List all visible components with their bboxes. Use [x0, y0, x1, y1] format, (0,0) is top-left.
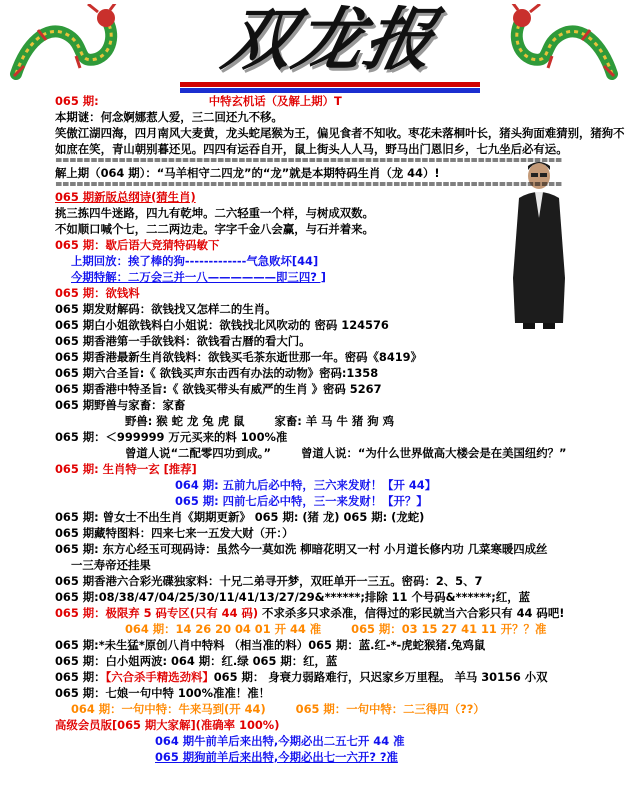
list-item: 065 期发财解码：欲钱找又怎样二的生肖。 — [55, 302, 277, 316]
list-item: 野兽: 猴 蛇 龙 兔 虎 鼠 家畜: 羊 马 牛 猪 狗 鸡 — [125, 414, 394, 428]
list-item: 065 期香港最新生肖欲钱料：欲钱买毛茶东逝世那一年。密码《8419》 — [55, 350, 422, 364]
section-heading: 065 期新版总纲诗(猜生肖) — [55, 190, 196, 204]
list-item: 065 期狗前羊后来出特,今期必出七一六开? ?准 — [155, 750, 398, 764]
list-item: 一三寿帝还挂果 — [71, 558, 151, 572]
list-item: 064 期: 五前九后必中特，三六来发财！【开 44】 — [175, 478, 437, 492]
list-item: 065 期：＜999999 万元买来的料 100%准 — [55, 430, 288, 444]
list-item: 065 期白小姐欲钱料白小姐说：欲钱找北风吹动的 密码 124576 — [55, 318, 389, 332]
list-item: 065 期:08/38/47/04/25/30/11/41/13/27/29&******;排除 11 个号码&******;红，蓝 — [55, 590, 531, 604]
current-hint: 今期特解：二万会三并一八——————即三四? ] — [71, 270, 326, 284]
list-item: 曾道人说“二配零四功到成。” 曾道人说：“为什么世界做高大楼会是在美国纽约？” — [125, 446, 567, 460]
section-heading: 065 期：歇后语大竞猜特码敏下 — [55, 238, 220, 252]
list-item: 065 期香港中特圣旨:《 欲钱买带头有威严的生肖 》密码 5267 — [55, 382, 382, 396]
list-item: 065 期: 曾女士不出生肖《期期更新》 065 期: (猪 龙) 065 期: (龙蛇) — [55, 510, 425, 524]
list-item: 065 期野兽与家畜：家畜 — [55, 398, 186, 412]
dragon-right-icon — [500, 4, 622, 90]
list-item: 065 期：【六合杀手精选劲料】065 期： 身衰力弱路难行，只迟家乡万里程。 羊马 30156 小双 — [55, 670, 548, 684]
divider: ======================================================================== — [55, 157, 562, 165]
list-item: 065 期香港六合彩光碟独家料：十兄二弟寻开梦，双旺单开一三五。密码：2、5、7 — [55, 574, 483, 588]
ribbon-red — [180, 82, 480, 87]
list-item: 065 期：极限弃 5 码专区(只有 44 码) 不求杀多只求杀准，信得过的彩民就当六合彩只有 44 码吧! — [55, 606, 565, 620]
previous-answer: 解上期（064 期）：“马羊相守二四龙”的“龙”就是本期特码生肖（龙 44）! — [55, 166, 440, 180]
list-item: 065 期: 东方心经玉可现码诗：虽然今一莫如洗 柳暗花明又一村 小月道长修内功 几菜寒暖四成丝 — [55, 542, 548, 556]
article-body — [55, 93, 627, 765]
poem-line: 不如顺口喊个七，二二两边走。字字千金八会赢，与石并着来。 — [55, 222, 374, 236]
list-item: 065 期藏特图料：四来七来一五发大财（开：） — [55, 526, 294, 540]
banner — [0, 0, 632, 92]
list-item: 064 期：14 26 20 04 01 开 44 准 065 期：03 15 27 41 11 开？？准 — [125, 622, 547, 636]
list-item: 065 期: 四前七后必中特，三一来发财！【开？】 — [175, 494, 428, 508]
riddle-line: 本期谜：何念婀娜惹人爱，三二回还九不移。 — [55, 110, 283, 124]
list-item: 065 期香港第一手欲钱料：欲钱看古暦的看大门。 — [55, 334, 311, 348]
dragon-left-icon — [6, 4, 128, 90]
list-item: 065 期：七娘一句中特 100%准准！准！ — [55, 686, 270, 700]
masthead-title: 双龙报 — [216, 0, 444, 80]
riddle-poem: 笑傲江湖四海，四月南风大麦黄，龙头蛇尾猴为王，偏见食者不知收。枣花未落桐叶长，猪头狗面难猜别，猪狗不如庶在笑，青山朝别暮还见。四四有运吞自开，鼠上街头人人马，野马出门恩旧乡，七九坐后必有运。 — [55, 126, 625, 156]
section-heading: 065 期: 生肖特一玄 [推荐] — [55, 462, 197, 476]
line-heading-1: 065 期: 中特玄机话（及解上期）T — [55, 94, 342, 108]
section-heading: 高级会员版[065 期大家解](准确率 100%) — [55, 718, 280, 732]
last-review: 上期回放：挨了棒的狗-------------气急败坏[44] — [71, 254, 319, 268]
divider: ======================================================================== — [55, 181, 562, 189]
poem-line: 挑三拣四牛迷路，四九有乾坤。二六轻重一个样，与树成双数。 — [55, 206, 374, 220]
list-item: 065 期:*未生猛*原创八肖中特料 （相当准的料）065 期：蓝.红-*-虎蛇猴猪.兔鸡鼠 — [55, 638, 486, 652]
list-item: 064 期：一句中特：牛来马到(开 44) 065 期：一句中特：二三得四（??） — [71, 702, 485, 716]
list-item: 064 期牛前羊后来出特,今期必出二五七开 44 准 — [155, 734, 405, 748]
section-heading: 065 期：欲钱料 — [55, 286, 140, 300]
list-item: 065 期：白小姐两波: 064 期：红.绿 065 期：红，蓝 — [55, 654, 338, 668]
list-item: 065 期六合圣旨:《 欲钱买声东击西有办法的动物》密码:1358 — [55, 366, 379, 380]
